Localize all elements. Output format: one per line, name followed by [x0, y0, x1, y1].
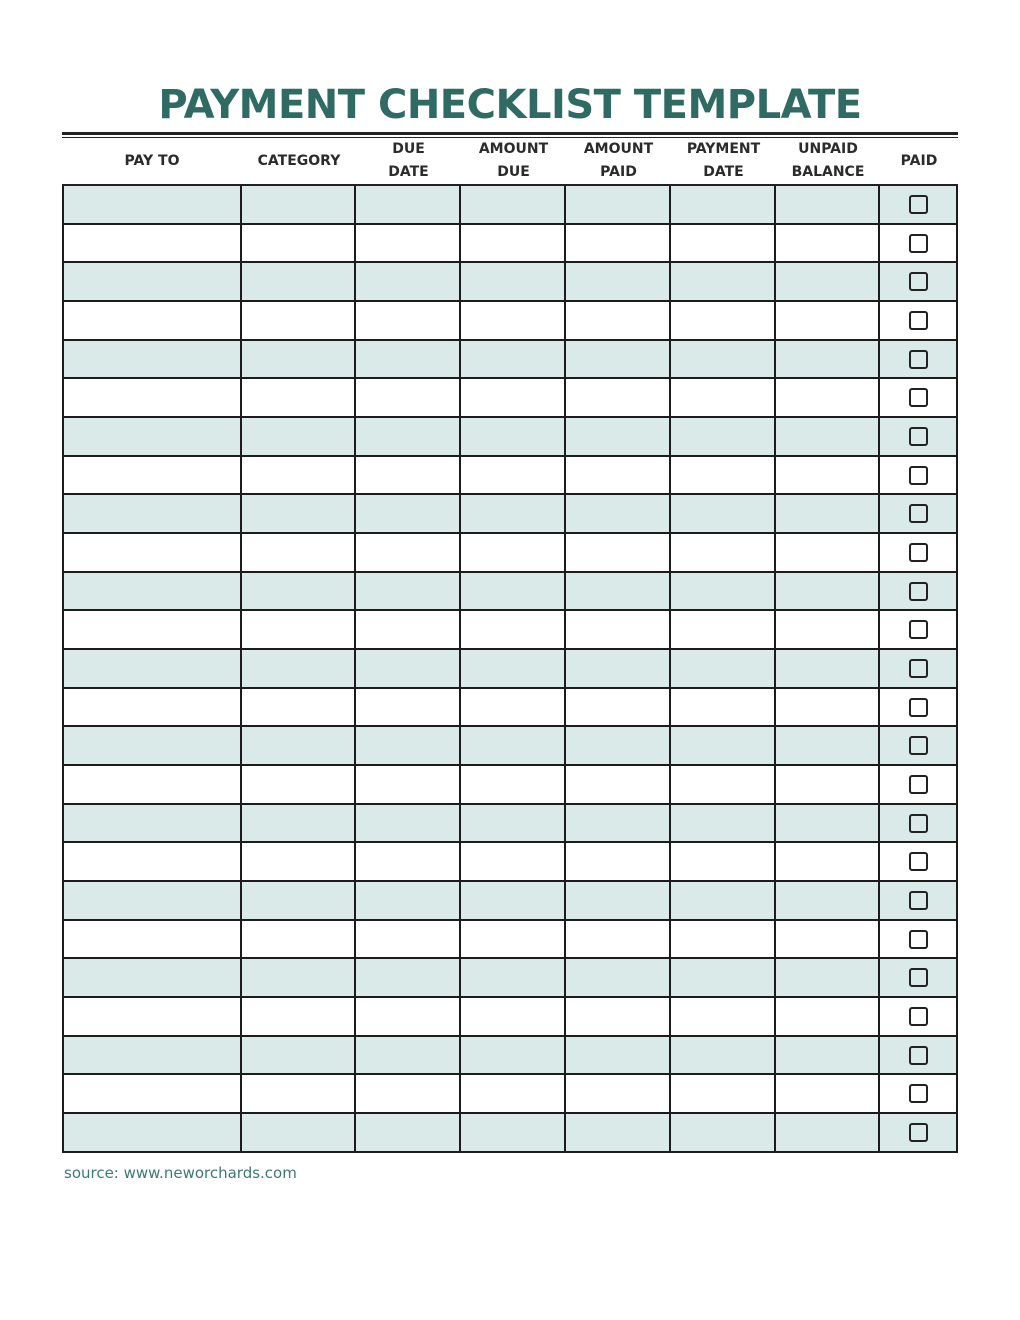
unpaid-balance-cell[interactable]: [776, 805, 880, 844]
paid-checkbox[interactable]: [909, 968, 928, 987]
amount-due-cell[interactable]: [461, 457, 566, 496]
payment-date-cell[interactable]: [671, 650, 776, 689]
paid-checkbox[interactable]: [909, 930, 928, 949]
amount-due-cell[interactable]: [461, 998, 566, 1037]
amount-due-cell[interactable]: [461, 727, 566, 766]
unpaid-balance-cell[interactable]: [776, 766, 880, 805]
category-cell[interactable]: [242, 766, 356, 805]
pay-to-cell[interactable]: [62, 263, 242, 302]
amount-paid-cell[interactable]: [566, 611, 671, 650]
due-date-cell[interactable]: [356, 1114, 461, 1153]
pay-to-cell[interactable]: [62, 341, 242, 380]
paid-cell: [880, 921, 958, 960]
due-date-cell[interactable]: [356, 302, 461, 341]
category-cell[interactable]: [242, 650, 356, 689]
due-date-cell[interactable]: [356, 457, 461, 496]
unpaid-balance-cell[interactable]: [776, 341, 880, 380]
unpaid-balance-cell[interactable]: [776, 1114, 880, 1153]
category-cell[interactable]: [242, 225, 356, 264]
amount-due-cell[interactable]: [461, 766, 566, 805]
paid-checkbox[interactable]: [909, 195, 928, 214]
title-divider-thick: [62, 132, 958, 135]
category-cell[interactable]: [242, 495, 356, 534]
pay-to-cell[interactable]: [62, 998, 242, 1037]
column-header-pay-to: PAY TO: [62, 138, 242, 186]
due-date-cell[interactable]: [356, 650, 461, 689]
paid-cell: [880, 998, 958, 1037]
unpaid-balance-cell[interactable]: [776, 263, 880, 302]
amount-paid-cell[interactable]: [566, 1114, 671, 1153]
paid-cell: [880, 766, 958, 805]
pay-to-cell[interactable]: [62, 1037, 242, 1076]
amount-due-cell[interactable]: [461, 1114, 566, 1153]
payment-date-cell[interactable]: [671, 843, 776, 882]
category-cell[interactable]: [242, 959, 356, 998]
paid-cell: [880, 959, 958, 998]
unpaid-balance-cell[interactable]: [776, 186, 880, 225]
paid-cell: [880, 341, 958, 380]
payment-date-cell[interactable]: [671, 534, 776, 573]
paid-checkbox[interactable]: [909, 543, 928, 562]
amount-paid-cell[interactable]: [566, 186, 671, 225]
pay-to-cell[interactable]: [62, 611, 242, 650]
paid-cell: [880, 534, 958, 573]
amount-due-cell[interactable]: [461, 379, 566, 418]
unpaid-balance-cell[interactable]: [776, 573, 880, 612]
due-date-cell[interactable]: [356, 766, 461, 805]
paid-checkbox[interactable]: [909, 1123, 928, 1142]
unpaid-balance-cell[interactable]: [776, 418, 880, 457]
amount-due-cell[interactable]: [461, 882, 566, 921]
amount-paid-cell[interactable]: [566, 998, 671, 1037]
amount-due-cell[interactable]: [461, 921, 566, 960]
amount-paid-cell[interactable]: [566, 573, 671, 612]
payment-date-cell[interactable]: [671, 689, 776, 728]
amount-due-cell[interactable]: [461, 650, 566, 689]
pay-to-cell[interactable]: [62, 457, 242, 496]
pay-to-cell[interactable]: [62, 225, 242, 264]
amount-due-cell[interactable]: [461, 534, 566, 573]
due-date-cell[interactable]: [356, 689, 461, 728]
due-date-cell[interactable]: [356, 727, 461, 766]
amount-paid-cell[interactable]: [566, 418, 671, 457]
paid-cell: [880, 457, 958, 496]
paid-checkbox[interactable]: [909, 582, 928, 601]
due-date-cell[interactable]: [356, 921, 461, 960]
unpaid-balance-cell[interactable]: [776, 611, 880, 650]
unpaid-balance-cell[interactable]: [776, 998, 880, 1037]
paid-checkbox[interactable]: [909, 311, 928, 330]
pay-to-cell[interactable]: [62, 534, 242, 573]
category-cell[interactable]: [242, 263, 356, 302]
due-date-cell[interactable]: [356, 998, 461, 1037]
payment-date-cell[interactable]: [671, 611, 776, 650]
category-cell[interactable]: [242, 534, 356, 573]
unpaid-balance-cell[interactable]: [776, 959, 880, 998]
category-cell[interactable]: [242, 418, 356, 457]
due-date-cell[interactable]: [356, 573, 461, 612]
unpaid-balance-cell[interactable]: [776, 882, 880, 921]
amount-due-cell[interactable]: [461, 573, 566, 612]
payment-date-cell[interactable]: [671, 418, 776, 457]
payment-date-cell[interactable]: [671, 998, 776, 1037]
due-date-cell[interactable]: [356, 959, 461, 998]
amount-paid-cell[interactable]: [566, 689, 671, 728]
category-cell[interactable]: [242, 1037, 356, 1076]
category-cell[interactable]: [242, 882, 356, 921]
due-date-cell[interactable]: [356, 186, 461, 225]
category-cell[interactable]: [242, 341, 356, 380]
paid-checkbox[interactable]: [909, 736, 928, 755]
due-date-cell[interactable]: [356, 1075, 461, 1114]
payment-date-cell[interactable]: [671, 341, 776, 380]
paid-checkbox[interactable]: [909, 775, 928, 794]
unpaid-balance-cell[interactable]: [776, 1075, 880, 1114]
pay-to-cell[interactable]: [62, 921, 242, 960]
amount-paid-cell[interactable]: [566, 379, 671, 418]
pay-to-cell[interactable]: [62, 573, 242, 612]
paid-cell: [880, 843, 958, 882]
paid-checkbox[interactable]: [909, 852, 928, 871]
paid-checkbox[interactable]: [909, 466, 928, 485]
due-date-cell[interactable]: [356, 225, 461, 264]
amount-due-cell[interactable]: [461, 611, 566, 650]
payment-date-cell[interactable]: [671, 727, 776, 766]
amount-due-cell[interactable]: [461, 959, 566, 998]
paid-checkbox[interactable]: [909, 1007, 928, 1026]
payment-date-cell[interactable]: [671, 1114, 776, 1153]
column-header-amount-due: AMOUNT DUE: [461, 138, 566, 186]
unpaid-balance-cell[interactable]: [776, 534, 880, 573]
amount-paid-cell[interactable]: [566, 302, 671, 341]
paid-checkbox[interactable]: [909, 659, 928, 678]
due-date-cell[interactable]: [356, 495, 461, 534]
payment-date-cell[interactable]: [671, 379, 776, 418]
category-cell[interactable]: [242, 1114, 356, 1153]
category-cell[interactable]: [242, 689, 356, 728]
column-header-due-date: DUE DATE: [356, 138, 461, 186]
paid-cell: [880, 186, 958, 225]
amount-due-cell[interactable]: [461, 418, 566, 457]
pay-to-cell[interactable]: [62, 805, 242, 844]
amount-paid-cell[interactable]: [566, 495, 671, 534]
payment-date-cell[interactable]: [671, 263, 776, 302]
category-cell[interactable]: [242, 611, 356, 650]
pay-to-cell[interactable]: [62, 727, 242, 766]
pay-to-cell[interactable]: [62, 650, 242, 689]
due-date-cell[interactable]: [356, 882, 461, 921]
amount-paid-cell[interactable]: [566, 225, 671, 264]
paid-cell: [880, 302, 958, 341]
due-date-cell[interactable]: [356, 843, 461, 882]
category-cell[interactable]: [242, 186, 356, 225]
payment-date-cell[interactable]: [671, 573, 776, 612]
amount-paid-cell[interactable]: [566, 263, 671, 302]
amount-paid-cell[interactable]: [566, 882, 671, 921]
amount-due-cell[interactable]: [461, 1037, 566, 1076]
amount-due-cell[interactable]: [461, 1075, 566, 1114]
paid-checkbox[interactable]: [909, 698, 928, 717]
amount-paid-cell[interactable]: [566, 457, 671, 496]
amount-paid-cell[interactable]: [566, 843, 671, 882]
paid-cell: [880, 650, 958, 689]
paid-cell: [880, 1075, 958, 1114]
source-credit: source: www.neworchards.com: [64, 1164, 297, 1182]
column-header-unpaid-balance: UNPAID BALANCE: [776, 138, 880, 186]
payment-date-cell[interactable]: [671, 921, 776, 960]
unpaid-balance-cell[interactable]: [776, 727, 880, 766]
payment-date-cell[interactable]: [671, 1037, 776, 1076]
unpaid-balance-cell[interactable]: [776, 225, 880, 264]
payment-date-cell[interactable]: [671, 225, 776, 264]
pay-to-cell[interactable]: [62, 689, 242, 728]
unpaid-balance-cell[interactable]: [776, 379, 880, 418]
unpaid-balance-cell[interactable]: [776, 457, 880, 496]
amount-due-cell[interactable]: [461, 186, 566, 225]
column-header-amount-paid: AMOUNT PAID: [566, 138, 671, 186]
amount-paid-cell[interactable]: [566, 805, 671, 844]
due-date-cell[interactable]: [356, 263, 461, 302]
paid-checkbox[interactable]: [909, 427, 928, 446]
due-date-cell[interactable]: [356, 341, 461, 380]
paid-cell: [880, 1037, 958, 1076]
paid-cell: [880, 882, 958, 921]
payment-date-cell[interactable]: [671, 882, 776, 921]
pay-to-cell[interactable]: [62, 1075, 242, 1114]
pay-to-cell[interactable]: [62, 959, 242, 998]
payment-date-cell[interactable]: [671, 186, 776, 225]
due-date-cell[interactable]: [356, 534, 461, 573]
due-date-cell[interactable]: [356, 379, 461, 418]
amount-paid-cell[interactable]: [566, 650, 671, 689]
paid-cell: [880, 805, 958, 844]
category-cell[interactable]: [242, 805, 356, 844]
page-title: PAYMENT CHECKLIST TEMPLATE: [158, 82, 862, 128]
category-cell[interactable]: [242, 727, 356, 766]
paid-checkbox[interactable]: [909, 891, 928, 910]
amount-due-cell[interactable]: [461, 225, 566, 264]
category-cell[interactable]: [242, 998, 356, 1037]
pay-to-cell[interactable]: [62, 302, 242, 341]
column-header-payment-date: PAYMENT DATE: [671, 138, 776, 186]
amount-paid-cell[interactable]: [566, 1075, 671, 1114]
pay-to-cell[interactable]: [62, 495, 242, 534]
amount-due-cell[interactable]: [461, 302, 566, 341]
paid-cell: [880, 495, 958, 534]
payment-date-cell[interactable]: [671, 302, 776, 341]
amount-paid-cell[interactable]: [566, 727, 671, 766]
paid-cell: [880, 611, 958, 650]
paid-checkbox[interactable]: [909, 272, 928, 291]
paid-checkbox[interactable]: [909, 234, 928, 253]
amount-paid-cell[interactable]: [566, 1037, 671, 1076]
paid-checkbox[interactable]: [909, 1046, 928, 1065]
category-cell[interactable]: [242, 379, 356, 418]
amount-due-cell[interactable]: [461, 495, 566, 534]
paid-cell: [880, 418, 958, 457]
payment-date-cell[interactable]: [671, 457, 776, 496]
amount-paid-cell[interactable]: [566, 766, 671, 805]
payment-date-cell[interactable]: [671, 1075, 776, 1114]
paid-cell: [880, 727, 958, 766]
unpaid-balance-cell[interactable]: [776, 1037, 880, 1076]
column-header-paid: PAID: [880, 138, 958, 186]
unpaid-balance-cell[interactable]: [776, 843, 880, 882]
category-cell[interactable]: [242, 843, 356, 882]
paid-checkbox[interactable]: [909, 1084, 928, 1103]
payment-date-cell[interactable]: [671, 766, 776, 805]
payment-date-cell[interactable]: [671, 959, 776, 998]
unpaid-balance-cell[interactable]: [776, 650, 880, 689]
category-cell[interactable]: [242, 457, 356, 496]
amount-due-cell[interactable]: [461, 689, 566, 728]
paid-checkbox[interactable]: [909, 388, 928, 407]
pay-to-cell[interactable]: [62, 766, 242, 805]
paid-cell: [880, 263, 958, 302]
amount-due-cell[interactable]: [461, 341, 566, 380]
due-date-cell[interactable]: [356, 611, 461, 650]
pay-to-cell[interactable]: [62, 418, 242, 457]
due-date-cell[interactable]: [356, 1037, 461, 1076]
paid-cell: [880, 379, 958, 418]
due-date-cell[interactable]: [356, 418, 461, 457]
payment-date-cell[interactable]: [671, 495, 776, 534]
amount-paid-cell[interactable]: [566, 534, 671, 573]
pay-to-cell[interactable]: [62, 186, 242, 225]
payment-checklist-table: [62, 138, 958, 1153]
due-date-cell[interactable]: [356, 805, 461, 844]
pay-to-cell[interactable]: [62, 843, 242, 882]
paid-checkbox[interactable]: [909, 350, 928, 369]
category-cell[interactable]: [242, 921, 356, 960]
paid-cell: [880, 225, 958, 264]
unpaid-balance-cell[interactable]: [776, 689, 880, 728]
payment-date-cell[interactable]: [671, 805, 776, 844]
amount-due-cell[interactable]: [461, 263, 566, 302]
pay-to-cell[interactable]: [62, 1114, 242, 1153]
column-header-category: CATEGORY: [242, 138, 356, 186]
paid-checkbox[interactable]: [909, 814, 928, 833]
unpaid-balance-cell[interactable]: [776, 921, 880, 960]
paid-cell: [880, 1114, 958, 1153]
paid-cell: [880, 573, 958, 612]
paid-checkbox[interactable]: [909, 504, 928, 523]
pay-to-cell[interactable]: [62, 379, 242, 418]
amount-paid-cell[interactable]: [566, 959, 671, 998]
amount-paid-cell[interactable]: [566, 921, 671, 960]
category-cell[interactable]: [242, 573, 356, 612]
amount-due-cell[interactable]: [461, 805, 566, 844]
amount-due-cell[interactable]: [461, 843, 566, 882]
amount-paid-cell[interactable]: [566, 341, 671, 380]
paid-cell: [880, 689, 958, 728]
pay-to-cell[interactable]: [62, 882, 242, 921]
unpaid-balance-cell[interactable]: [776, 495, 880, 534]
category-cell[interactable]: [242, 302, 356, 341]
category-cell[interactable]: [242, 1075, 356, 1114]
unpaid-balance-cell[interactable]: [776, 302, 880, 341]
paid-checkbox[interactable]: [909, 620, 928, 639]
